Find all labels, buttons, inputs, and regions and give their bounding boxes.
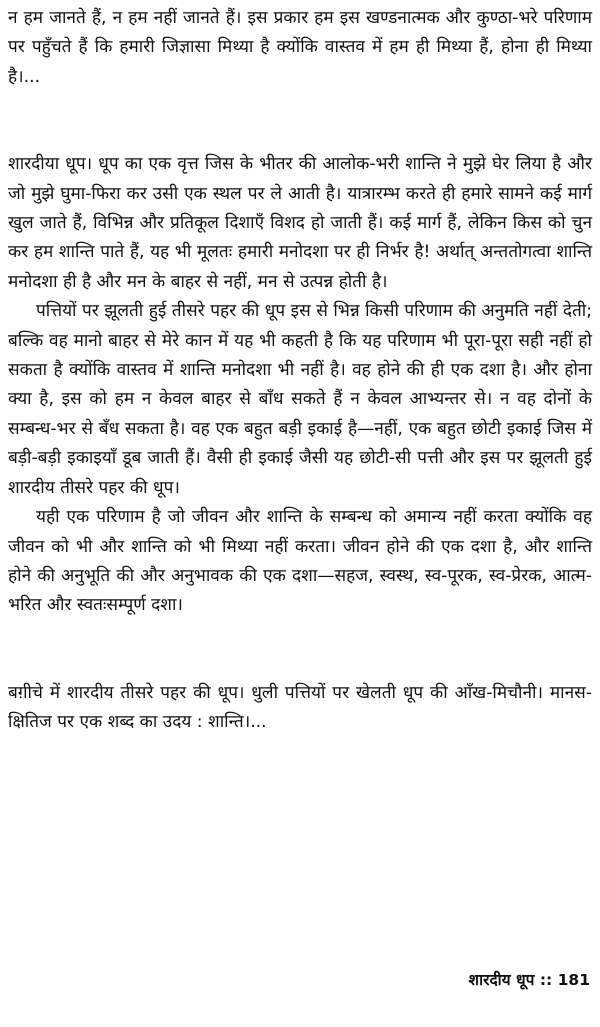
paragraph-4: यही एक परिणाम है जो जीवन और शान्ति के सम्बन्ध को अमान्य नहीं करता क्योंकि वह जीवन को भी और शान्ति को भी मिथ्या नहीं करता। जीवन होने की एक दशा है, और शान्ति होने की अनुभूति की और अनुभावक की एक दशा—सहज, स्वस्थ, स्व-पूरक, स्व-प्रेरक, आत्म-भरित और स्वतःसम्पूर्ण दशा। <box>8 507 592 616</box>
section-break <box>8 92 592 150</box>
section-break <box>8 621 592 679</box>
paragraph-1: न हम जानते हैं, न हम नहीं जानते हैं। इस प्रकार हम इस खण्डनात्मक और कुण्ठा-भरे परिणाम पर पहुँचते हैं कि हमारी जिज्ञासा मिथ्या है क्योंकि वास्तव में हम ही मिथ्या हैं, होना ही मिथ्या है।... <box>8 8 592 87</box>
footer-separator: :: <box>539 971 553 989</box>
running-title: शारदीय धूप <box>468 971 535 989</box>
paragraph-2: शारदीया धूप। धूप का एक वृत्त जिस के भीतर की आलोक-भरी शान्ति ने मुझे घेर लिया है और जो मुझे घुमा-फिरा कर उसी एक स्थल पर ले आती है। यात्रारम्भ करते ही हमारे सामने कई मार्ग खुल जाते हैं, विभिन्न और प्रतिकूल दिशाएँ विशद हो जाती हैं। कई मार्ग हैं, लेकिन किस को चुन कर हम शान्ति पाते हैं, यह भी मूलतः हमारी मनोदशा पर ही निर्भर है! अर्थात् अन्ततोगत्वा शान्ति मनोदशा ही है और मन के बाहर से नहीं, मन से उत्पन्न होती है। <box>8 154 592 292</box>
paragraph-5: बग़ीचे में शारदीय तीसरे पहर की धूप। धुली पत्तियों पर खेलती धूप की आँख-मिचौनी। मानस-क्षितिज पर एक शब्द का उदय : शान्ति।... <box>8 682 592 733</box>
paragraph-3: पत्तियों पर झूलती हुई तीसरे पहर की धूप इस से भिन्न किसी परिणाम की अनुमति नहीं देती; बल्कि वह मानो बाहर से मेरे कान में यह भी कहती है कि यह परिणाम भी पूरा-पूरा सही नहीं हो सकता है क्योंकि वास्तव में शान्ति मनोदशा भी नहीं है। वह होने की ही एक दशा है। और होना क्या है, इस को हम न केवल बाहर से बाँध सकते हैं न केवल आभ्यन्तर से। न वह दोनों के सम्बन्ध-भर से बँध सकता है। वह एक बहुत बड़ी इकाई है—नहीं, एक बहुत छोटी इकाई जिस में बड़ी-बड़ी इकाइयाँ डूब जाती हैं। वैसी ही इकाई जैसी यह छोटी-सी पत्ती और इस पर झूलती हुई शारदीय तीसरे पहर की धूप। <box>8 301 592 498</box>
book-page <box>8 4 592 1023</box>
page-footer <box>469 968 590 990</box>
page-number: 181 <box>557 971 590 989</box>
